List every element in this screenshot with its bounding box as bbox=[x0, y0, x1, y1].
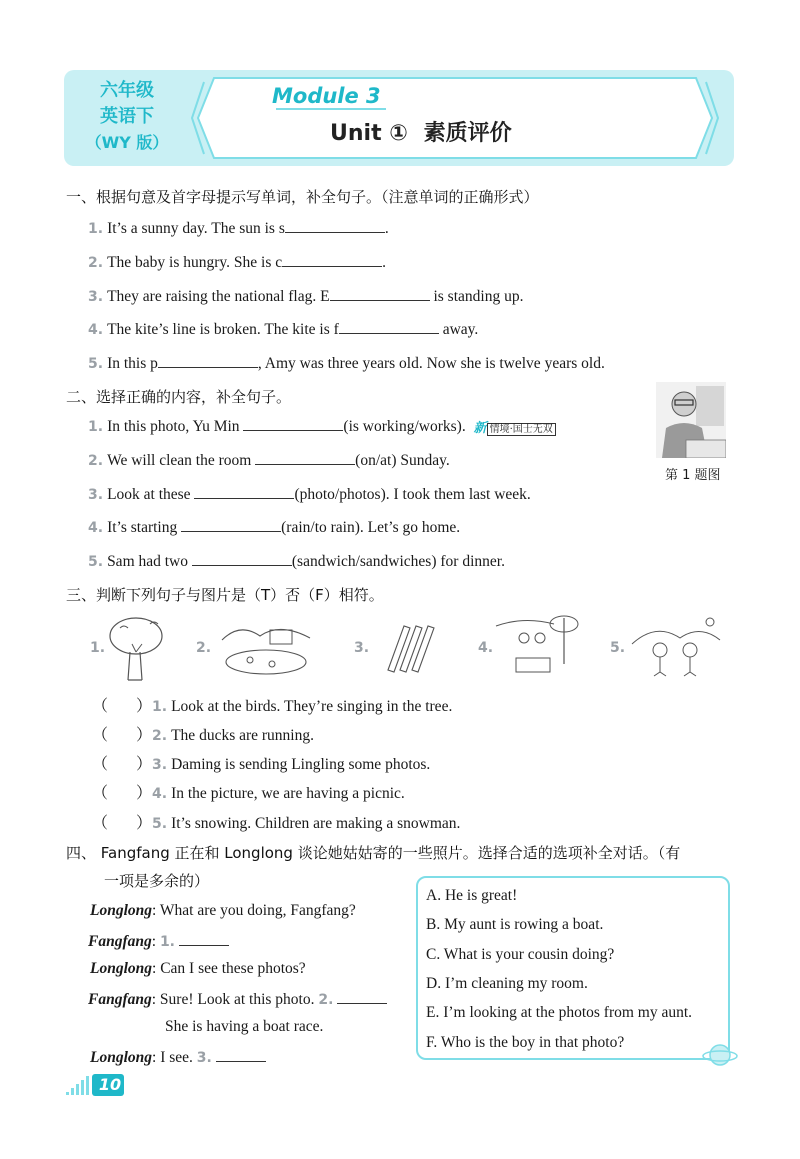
answer-paren-close[interactable]: ） bbox=[136, 785, 153, 802]
answer-paren-close[interactable]: ） bbox=[136, 756, 153, 773]
s1-item-5 bbox=[88, 353, 605, 373]
s2-item-2 bbox=[88, 450, 450, 470]
section-4-title-cont: 一项是多余的） bbox=[104, 872, 210, 890]
item-text: In this photo, Yu Min bbox=[107, 418, 244, 435]
unit-prefix: Unit bbox=[330, 121, 382, 146]
pencils-picture bbox=[378, 618, 438, 674]
tag-text: 情境·国士无双 bbox=[487, 423, 556, 436]
item-text: In the picture, we are having a picnic. bbox=[171, 785, 405, 802]
portrait-photo bbox=[656, 382, 726, 458]
s3-item-4 bbox=[92, 780, 405, 803]
answer-blank[interactable] bbox=[158, 353, 258, 368]
picture-number: 2. bbox=[196, 640, 212, 656]
dialogue-line-4 bbox=[88, 989, 387, 1009]
s2-item-4 bbox=[88, 517, 460, 537]
item-text: They are raising the national flag. E bbox=[107, 288, 330, 305]
speaker-name: Longlong bbox=[90, 1049, 153, 1066]
grade-label bbox=[72, 78, 182, 162]
dialogue-line-3 bbox=[90, 960, 306, 978]
dialogue-text: : bbox=[151, 933, 160, 950]
dialogue-line-1 bbox=[90, 902, 356, 920]
option-f: F. Who is the boy in that photo? bbox=[426, 1034, 625, 1051]
s1-item-2 bbox=[88, 252, 386, 272]
answer-paren-open[interactable]: （ bbox=[92, 756, 109, 773]
item-text: It’s a sunny day. The sun is s bbox=[107, 220, 285, 237]
item-text: We will clean the room bbox=[107, 452, 256, 469]
s3-item-3 bbox=[92, 751, 430, 774]
item-text: (on/at) Sunday. bbox=[355, 452, 450, 469]
speaker-name: Fangfang bbox=[88, 933, 152, 950]
answer-paren-open[interactable]: （ bbox=[92, 785, 109, 802]
s1-item-4 bbox=[88, 319, 478, 339]
s3-item-1 bbox=[92, 693, 452, 716]
item-text: (photo/photos). I took them last week. bbox=[294, 486, 531, 503]
item-number: 1. bbox=[88, 221, 104, 237]
dialogue-text: : Sure! Look at this photo. bbox=[151, 991, 319, 1008]
tag-new: 新 bbox=[473, 421, 487, 437]
option-d: D. I’m cleaning my room. bbox=[426, 975, 588, 992]
item-number: 1. bbox=[159, 934, 175, 950]
s1-item-1 bbox=[88, 218, 389, 238]
answer-paren-close[interactable]: ） bbox=[136, 727, 153, 744]
answer-blank[interactable] bbox=[192, 551, 292, 566]
s3-item-5 bbox=[92, 810, 460, 833]
s1-item-3 bbox=[88, 286, 523, 306]
answer-blank[interactable] bbox=[179, 931, 229, 946]
item-text: Look at the birds. They’re singing in the tree. bbox=[171, 698, 453, 715]
answer-blank[interactable] bbox=[194, 484, 294, 499]
item-number: 5. bbox=[88, 554, 104, 570]
option-b: B. My aunt is rowing a boat. bbox=[426, 916, 604, 933]
item-number: 3. bbox=[196, 1050, 212, 1066]
answer-paren-open[interactable]: （ bbox=[92, 815, 109, 832]
item-text: It’s snowing. Children are making a snowman. bbox=[171, 815, 461, 832]
item-number: 3. bbox=[88, 289, 104, 305]
speaker-name: Fangfang bbox=[88, 991, 152, 1008]
answer-blank[interactable] bbox=[216, 1047, 266, 1062]
item-text: , Amy was three years old. Now she is twelve years old. bbox=[257, 355, 605, 372]
grade-line-1: 六年级 bbox=[100, 80, 154, 101]
answer-blank[interactable] bbox=[330, 286, 430, 301]
item-number: 4. bbox=[88, 322, 104, 338]
speaker-name: Longlong bbox=[90, 960, 153, 977]
item-text: The ducks are running. bbox=[171, 727, 314, 744]
s2-item-1 bbox=[88, 416, 556, 437]
answer-blank[interactable] bbox=[339, 319, 439, 334]
item-text: (sandwich/sandwiches) for dinner. bbox=[291, 553, 505, 570]
option-a: A. He is great! bbox=[426, 887, 518, 904]
grade-line-2: 英语下 bbox=[100, 106, 154, 127]
unit-number: ① bbox=[389, 121, 408, 146]
item-text: Sam had two bbox=[107, 553, 192, 570]
item-number: 5. bbox=[88, 356, 104, 372]
speaker-name: Longlong bbox=[90, 902, 153, 919]
context-tag bbox=[474, 417, 556, 437]
unit-suffix: 素质评价 bbox=[423, 121, 512, 146]
answer-paren-close[interactable]: ） bbox=[136, 815, 153, 832]
item-text: (rain/to rain). Let’s go home. bbox=[281, 519, 461, 536]
answer-paren-open[interactable]: （ bbox=[92, 698, 109, 715]
section-3-title: 三、判断下列句子与图片是（T）否（F）相符。 bbox=[66, 586, 384, 604]
item-text: Daming is sending Lingling some photos. bbox=[171, 756, 431, 773]
children-outdoors-picture bbox=[630, 614, 722, 680]
item-text: Look at these bbox=[107, 486, 195, 503]
planet-icon bbox=[702, 1040, 738, 1070]
item-number: 1. bbox=[152, 699, 168, 715]
item-number: 2. bbox=[318, 992, 334, 1008]
answer-paren-close[interactable]: ） bbox=[136, 698, 153, 715]
answer-blank[interactable] bbox=[181, 517, 281, 532]
item-number: 2. bbox=[152, 728, 168, 744]
item-number: 2. bbox=[88, 453, 104, 469]
item-number: 3. bbox=[152, 757, 168, 773]
item-text: In this p bbox=[107, 355, 158, 372]
module-underline bbox=[276, 108, 386, 110]
item-text: away. bbox=[438, 321, 479, 338]
dialogue-text: : What are you doing, Fangfang? bbox=[152, 902, 356, 919]
answer-blank[interactable] bbox=[282, 252, 382, 267]
item-text: (is working/works). bbox=[343, 418, 466, 435]
option-c: C. What is your cousin doing? bbox=[426, 946, 615, 963]
dialogue-text: : I see. bbox=[152, 1049, 197, 1066]
s2-item-5 bbox=[88, 551, 505, 571]
item-number: 1. bbox=[88, 419, 104, 435]
item-number: 5. bbox=[152, 816, 168, 832]
dialogue-line-5 bbox=[165, 1018, 323, 1036]
answer-paren-open[interactable]: （ bbox=[92, 727, 109, 744]
section-2-title: 二、选择正确的内容，补全句子。 bbox=[66, 388, 292, 406]
picture-number: 4. bbox=[478, 640, 494, 656]
module-title: Module 3 bbox=[272, 84, 381, 108]
answer-blank[interactable] bbox=[255, 450, 355, 465]
item-number: 3. bbox=[88, 487, 104, 503]
dialogue-text: : Can I see these photos? bbox=[152, 960, 306, 977]
dialogue-line-2 bbox=[88, 931, 229, 951]
section-4-title: 四、 Fangfang 正在和 Longlong 谈论她姑姑寄的一些照片。选择合适的选项补全对话。（有 bbox=[66, 844, 681, 862]
ducks-pond-picture bbox=[220, 620, 312, 680]
item-text: The kite’s line is broken. The kite is f bbox=[107, 321, 339, 338]
grade-line-3: （WY 版） bbox=[85, 133, 169, 152]
answer-blank[interactable] bbox=[337, 989, 387, 1004]
item-text: The baby is hungry. She is c bbox=[107, 254, 283, 271]
s3-item-2 bbox=[92, 722, 314, 745]
picture-number: 5. bbox=[610, 640, 626, 656]
item-text: . bbox=[384, 220, 389, 237]
picnic-picture bbox=[494, 614, 580, 680]
dialogue-line-6 bbox=[90, 1047, 266, 1067]
answer-blank[interactable] bbox=[285, 218, 385, 233]
picture-number: 3. bbox=[354, 640, 370, 656]
section-1-title: 一、根据句意及首字母提示写单词，补全句子。（注意单词的正确形式） bbox=[66, 188, 539, 206]
photo-caption: 第 1 题图 bbox=[665, 468, 721, 483]
answer-blank[interactable] bbox=[243, 416, 343, 431]
picture-number: 1. bbox=[90, 640, 106, 656]
dialogue-text: She is having a boat race. bbox=[165, 1018, 324, 1035]
item-number: 2. bbox=[88, 255, 104, 271]
option-e: E. I’m looking at the photos from my aunt. bbox=[426, 1004, 693, 1021]
item-text: is standing up. bbox=[429, 288, 524, 305]
page-number: 10 bbox=[98, 1075, 122, 1094]
item-number: 4. bbox=[152, 786, 168, 802]
item-text: It’s starting bbox=[107, 519, 182, 536]
s2-item-3 bbox=[88, 484, 531, 504]
unit-title bbox=[330, 116, 512, 147]
tree-birds-picture bbox=[106, 614, 168, 684]
item-number: 4. bbox=[88, 520, 104, 536]
item-text: . bbox=[382, 254, 387, 271]
